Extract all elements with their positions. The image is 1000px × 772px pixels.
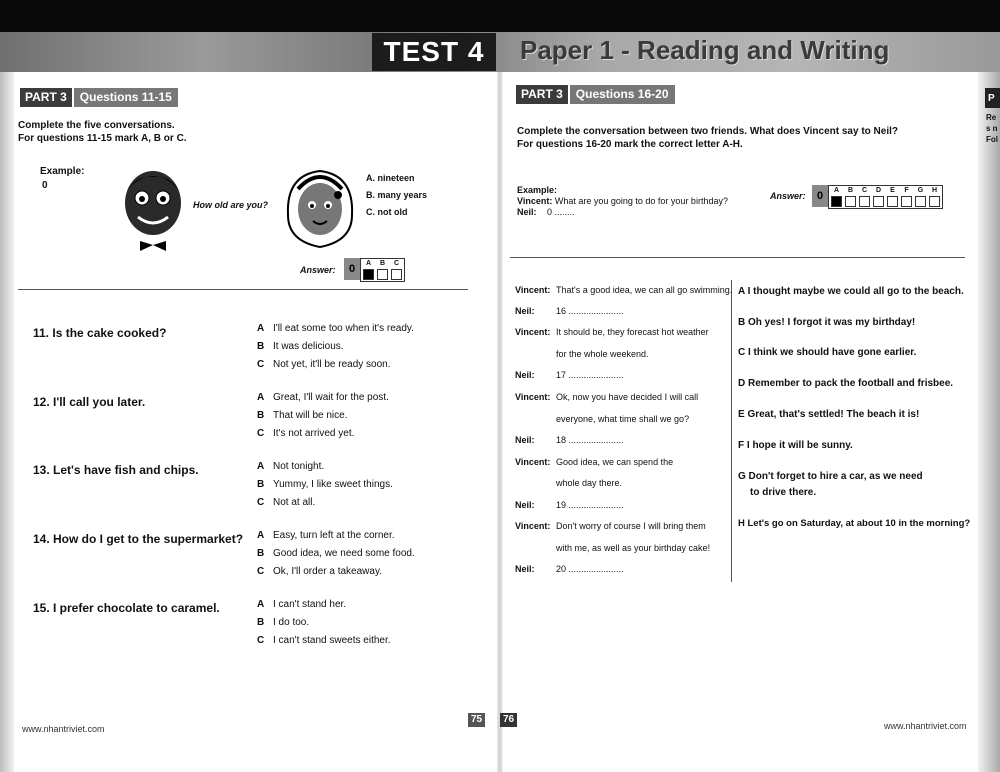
question-14: 14. How do I get to the supermarket?: [33, 532, 244, 546]
option-g: G Don't forget to hire a car, as we need: [738, 471, 923, 482]
option-b: B Oh yes! I forgot it was my birthday!: [738, 317, 916, 328]
dialogue-line: Neil:: [515, 306, 535, 316]
left-footer-url: www.nhantriviet.com: [22, 724, 105, 734]
left-example-options: A. nineteen B. many years C. not old: [366, 173, 428, 217]
question-15: 15. I prefer chocolate to caramel.: [33, 601, 220, 615]
left-instructions: Complete the five conversations. For questions 11-15 mark A, B or C.: [18, 120, 187, 144]
dialogue-line: Neil:: [515, 370, 535, 380]
question-13: 13. Let's have fish and chips.: [33, 463, 199, 477]
left-answer-label: Answer:: [300, 265, 336, 275]
dialogue-text: That's a good idea, we can all go swimming.: [556, 285, 733, 295]
q15-option-a: A I can't stand her.: [257, 599, 347, 610]
q11-option-c: C Not yet, it'll be ready soon.: [257, 359, 391, 370]
right-answer-box-h: [929, 196, 940, 207]
dialogue-text: 18 ......................: [556, 435, 624, 445]
column-divider: [731, 280, 732, 582]
dialogue-line: Neil:: [515, 500, 535, 510]
dialogue-line: Neil:: [515, 435, 535, 445]
right-answer-grid: 0 A B C D E F G H: [812, 185, 943, 209]
right-answer-box-g: [915, 196, 926, 207]
right-instructions: Complete the conversation between two friends. What does Vincent say to Neil? For questions 16-20 mark the correct letter A-H.: [517, 126, 898, 150]
dialogue-line: Vincent:: [515, 285, 551, 295]
option-c: C I think we should have gone earlier.: [738, 347, 917, 358]
q14-option-a: A Easy, turn left at the corner.: [257, 530, 395, 541]
q13-option-a: A Not tonight.: [257, 461, 325, 472]
answer-box-c: [391, 269, 402, 280]
right-example: Example: Vincent: What are you going to do for your birthday? Neil: 0 ........: [517, 185, 728, 217]
dialogue-text: everyone, what time shall we go?: [556, 414, 690, 424]
dialogue-line: Neil:: [515, 564, 535, 574]
q15-option-c: C I can't stand sweets either.: [257, 635, 391, 646]
option-g-cont: to drive there.: [750, 487, 817, 498]
right-answer-box-f: [901, 196, 912, 207]
right-divider: [510, 257, 965, 258]
paper-title: Paper 1 - Reading and Writing: [520, 35, 890, 65]
left-divider: [18, 289, 468, 290]
option-d: D Remember to pack the football and frisbee.: [738, 378, 954, 389]
dialogue-text: with me, as well as your birthday cake!: [556, 543, 711, 553]
q13-option-c: C Not at all.: [257, 497, 316, 508]
answer-box-a: [363, 269, 374, 280]
dialogue-text: 19 ......................: [556, 500, 624, 510]
right-answer-box-d: [873, 196, 884, 207]
dialogue-text: whole day there.: [556, 478, 623, 488]
left-answer-grid: 0 A B C: [344, 258, 405, 282]
left-example-label: Example:: [40, 166, 85, 177]
dialogue-line: Vincent:: [515, 392, 551, 402]
dialogue-line: Vincent:: [515, 521, 551, 531]
dialogue-line: Vincent:: [515, 327, 551, 337]
answer-box-b: [377, 269, 388, 280]
q14-option-b: B Good idea, we need some food.: [257, 548, 415, 559]
page-number-76: 76: [500, 713, 517, 727]
option-e: E Great, that's settled! The beach it is!: [738, 409, 920, 420]
option-a: A I thought maybe we could all go to the beach.: [738, 286, 964, 297]
left-page-edge: [0, 72, 14, 772]
dialogue-text: 20 ......................: [556, 564, 624, 574]
book-spine: [497, 72, 503, 772]
dialogue-text: 17 ......................: [556, 370, 624, 380]
right-answer-box-c: [859, 196, 870, 207]
girl-illustration: [280, 165, 360, 251]
right-answer-box-b: [845, 196, 856, 207]
q13-option-b: B Yummy, I like sweet things.: [257, 479, 393, 490]
dialogue-text: Ok, now you have decided I will call: [556, 392, 699, 402]
q14-option-c: C Ok, I'll order a takeaway.: [257, 566, 382, 577]
top-dark-border: [0, 0, 1000, 32]
next-page-tab: P: [985, 88, 1000, 108]
question-11: 11. Is the cake cooked?: [33, 326, 167, 340]
dialogue-text: Good idea, we can spend the: [556, 457, 674, 467]
left-example-question: How old are you?: [193, 200, 269, 210]
q11-option-a: A I'll eat some too when it's ready.: [257, 323, 414, 334]
dialogue-text: for the whole weekend.: [556, 349, 649, 359]
q11-option-b: B It was delicious.: [257, 341, 344, 352]
right-part-tag: PART 3 Questions 16-20: [516, 85, 675, 104]
next-page-cut-text: Re s n Fol: [986, 113, 998, 144]
right-answer-label: Answer:: [770, 191, 806, 201]
right-page-edge: [978, 72, 1000, 772]
q15-option-b: B I do too.: [257, 617, 310, 628]
test-title: TEST 4: [372, 33, 496, 71]
q12-option-b: B That will be nice.: [257, 410, 348, 421]
q12-option-c: C It's not arrived yet.: [257, 428, 355, 439]
option-f: F I hope it will be sunny.: [738, 440, 853, 451]
right-answer-box-a: [831, 196, 842, 207]
q12-option-a: A Great, I'll wait for the post.: [257, 392, 389, 403]
left-example-number: 0: [42, 180, 48, 191]
page-number-75: 75: [468, 713, 485, 727]
right-footer-url: www.nhantriviet.com: [884, 721, 967, 731]
dialogue-text: Don't worry of course I will bring them: [556, 521, 706, 531]
dialogue-text: It should be, they forecast hot weather: [556, 327, 709, 337]
dialogue-line: Vincent:: [515, 457, 551, 467]
question-12: 12. I'll call you later.: [33, 395, 146, 409]
dialogue-text: 16 ......................: [556, 306, 624, 316]
right-answer-box-e: [887, 196, 898, 207]
boy-illustration: [118, 165, 188, 251]
left-part-tag: PART 3 Questions 11-15: [20, 88, 178, 107]
option-h: H Let's go on Saturday, at about 10 in the morning?: [738, 518, 971, 529]
